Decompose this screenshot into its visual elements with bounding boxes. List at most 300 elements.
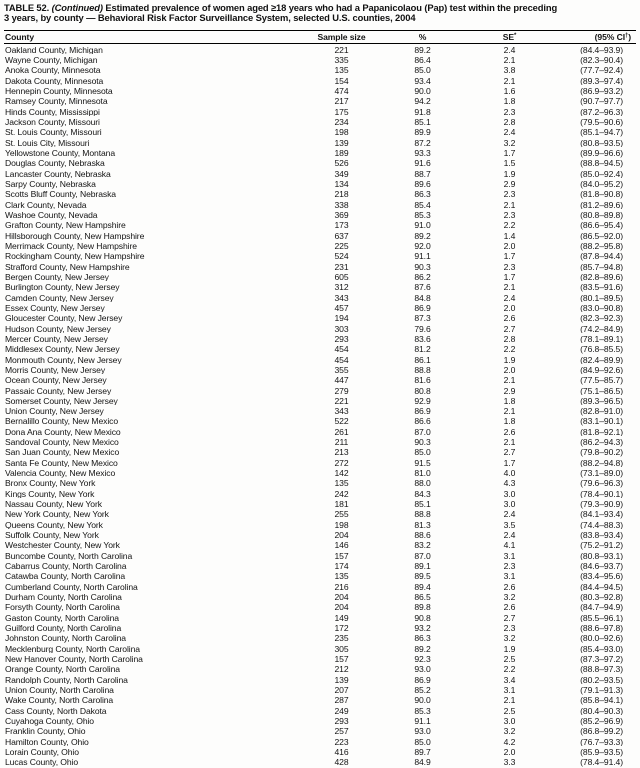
table-row [4, 117, 636, 127]
cell-percent: 85.3 [414, 706, 431, 716]
cell-sample-size: 369 [334, 210, 349, 220]
cell-se: 2.7 [503, 324, 516, 334]
cell-percent: 90.3 [414, 262, 431, 272]
cell-sample-size: 272 [334, 458, 349, 468]
cell-sample-size: 204 [334, 593, 349, 602]
cell-county: Valencia County, New Mexico [5, 469, 116, 478]
cell-percent: 86.6 [414, 417, 431, 427]
cell-ci: (79.1–91.3) [580, 686, 623, 695]
cell-county: Catawba County, North Carolina [5, 572, 126, 581]
cell-ci: (88.8–94.5) [580, 159, 623, 168]
table-row [4, 582, 636, 592]
cell-county: Bernalillo County, New Mexico [5, 417, 119, 427]
cell-sample-size: 231 [334, 262, 349, 272]
cell-se: 2.6 [503, 582, 516, 592]
table-row [4, 468, 636, 478]
cell-sample-size: 279 [334, 386, 349, 396]
table-row [4, 158, 636, 168]
table-title-number: TABLE 52. [4, 2, 52, 13]
cell-sample-size: 213 [334, 448, 349, 458]
table-row [4, 406, 636, 416]
cell-county: Guilford County, North Carolina [5, 624, 122, 633]
table-row [4, 220, 636, 230]
cell-se: 4.0 [503, 469, 516, 478]
cell-percent: 86.5 [414, 593, 431, 602]
table-title-text: Estimated prevalence of women aged ≥18 years who had a Papanicolaou (Pap) test within the preceding [102, 2, 558, 13]
table-row [4, 241, 636, 251]
cell-county: Wayne County, Michigan [5, 56, 98, 65]
cell-percent: 93.2 [414, 624, 431, 633]
table-row [4, 55, 636, 65]
cell-sample-size: 134 [334, 179, 349, 189]
cell-percent: 85.0 [414, 66, 431, 75]
cell-county: Lucas County, Ohio [5, 758, 79, 767]
cell-ci: (87.2–96.3) [580, 107, 623, 117]
cell-county: San Juan County, New Mexico [5, 448, 120, 458]
cell-ci: (85.1–94.7) [580, 128, 623, 137]
cell-ci: (84.0–95.2) [580, 179, 623, 189]
table-row [4, 644, 636, 654]
cell-sample-size: 454 [334, 345, 349, 354]
cell-sample-size: 343 [334, 407, 349, 416]
table-row [4, 427, 636, 437]
cell-percent: 88.8 [414, 365, 431, 375]
table-row [4, 138, 636, 148]
cell-county: Ocean County, New Jersey [5, 376, 107, 385]
table-row [4, 282, 636, 292]
cell-sample-size: 524 [334, 252, 349, 261]
cell-percent: 89.8 [414, 603, 431, 612]
cell-county: Johnston County, North Carolina [5, 634, 126, 643]
cell-se: 1.8 [503, 396, 516, 406]
cell-percent: 87.2 [414, 138, 431, 148]
cell-se: 2.2 [503, 665, 516, 674]
cell-ci: (80.1–89.5) [580, 293, 623, 303]
cell-ci: (83.8–93.4) [580, 531, 623, 540]
cell-sample-size: 146 [334, 541, 349, 551]
cell-percent: 86.9 [414, 303, 431, 313]
cell-sample-size: 305 [334, 644, 349, 654]
cell-ci: (79.3–90.9) [580, 500, 623, 509]
cell-county: Clark County, Nevada [5, 200, 87, 210]
cell-se: 2.2 [503, 221, 516, 230]
cell-sample-size: 149 [334, 613, 349, 623]
table-row [4, 561, 636, 571]
table-row [4, 665, 636, 675]
cell-sample-size: 157 [334, 655, 349, 664]
table-row [4, 45, 636, 55]
cell-county: Westchester County, New York [5, 541, 120, 551]
cell-se: 2.4 [503, 45, 516, 55]
cell-sample-size: 416 [334, 747, 349, 757]
cell-ci: (85.8–94.1) [580, 696, 623, 705]
cell-se: 2.0 [503, 747, 516, 757]
cell-ci: (85.9–93.5) [580, 747, 623, 757]
cell-county: Buncombe County, North Carolina [5, 551, 133, 561]
cell-ci: (76.7–93.3) [580, 737, 623, 747]
cell-se: 2.3 [503, 190, 516, 199]
cell-county: Grafton County, New Hampshire [5, 221, 126, 230]
table-row [4, 716, 636, 726]
table-row [4, 448, 636, 458]
table-row [4, 127, 636, 137]
cell-county: Durham County, North Carolina [5, 593, 122, 602]
cell-county: Hamilton County, Ohio [5, 737, 89, 747]
cell-ci: (84.6–93.7) [580, 562, 623, 571]
cell-county: Oakland County, Michigan [5, 45, 103, 55]
cell-county: Douglas County, Nebraska [5, 159, 105, 168]
table-row [4, 479, 636, 489]
table-row [4, 86, 636, 96]
cell-sample-size: 135 [334, 66, 349, 75]
cell-percent: 90.0 [414, 696, 431, 705]
cell-county: Passaic County, New Jersey [5, 386, 112, 396]
cell-se: 1.8 [503, 417, 516, 427]
cell-ci: (79.6–96.3) [580, 479, 623, 489]
cell-se: 2.0 [503, 365, 516, 375]
cell-percent: 89.1 [414, 562, 431, 571]
cell-se: 4.1 [503, 541, 516, 551]
cell-se: 2.2 [503, 345, 516, 354]
cell-county: Nassau County, New York [5, 500, 102, 509]
cell-sample-size: 454 [334, 355, 349, 365]
cell-percent: 92.3 [414, 655, 431, 664]
cell-county: Washoe County, Nevada [5, 210, 98, 220]
cell-se: 3.2 [503, 138, 516, 148]
cell-county: Dakota County, Minnesota [5, 76, 104, 86]
cell-county: Bergen County, New Jersey [5, 272, 109, 282]
cell-percent: 86.3 [414, 634, 431, 643]
cell-se: 2.9 [503, 386, 516, 396]
cell-sample-size: 293 [334, 717, 349, 726]
cell-percent: 85.0 [414, 448, 431, 458]
table-row [4, 499, 636, 509]
column-header-percent: % [418, 31, 427, 42]
cell-sample-size: 194 [334, 314, 349, 323]
table-row [4, 737, 636, 747]
cell-ci: (84.4–94.5) [580, 582, 623, 592]
cell-percent: 86.1 [414, 355, 431, 365]
cell-ci: (75.2–91.2) [580, 541, 623, 551]
cell-percent: 88.8 [414, 510, 431, 520]
cell-sample-size: 154 [334, 76, 349, 86]
cell-percent: 81.2 [414, 345, 431, 354]
cell-county: Burlington County, New Jersey [5, 283, 120, 292]
cell-ci: (89.3–97.4) [580, 76, 623, 86]
cell-county: Cass County, North Dakota [5, 706, 107, 716]
cell-se: 1.6 [503, 86, 516, 96]
table-row [4, 324, 636, 334]
cell-ci: (86.6–95.4) [580, 221, 623, 230]
cell-percent: 90.8 [414, 613, 431, 623]
cell-percent: 94.2 [414, 97, 431, 106]
cell-ci: (83.4–95.6) [580, 572, 623, 581]
cell-sample-size: 216 [334, 582, 349, 592]
table-row [4, 386, 636, 396]
cell-percent: 89.6 [414, 179, 431, 189]
cell-percent: 91.1 [414, 717, 431, 726]
cell-ci: (84.1–93.4) [580, 510, 623, 520]
cell-county: Suffolk County, New York [5, 531, 99, 540]
cell-county: Union County, North Carolina [5, 686, 114, 695]
table-row [4, 231, 636, 241]
cell-percent: 85.3 [414, 210, 431, 220]
cell-percent: 85.1 [414, 117, 431, 127]
cell-ci: (82.8–89.6) [580, 272, 623, 282]
cell-county: Cuyahoga County, Ohio [5, 717, 94, 726]
cell-percent: 86.4 [414, 56, 431, 65]
cell-sample-size: 526 [334, 159, 349, 168]
cell-county: Anoka County, Minnesota [5, 66, 101, 75]
cell-ci: (80.8–89.8) [580, 210, 623, 220]
cell-percent: 89.9 [414, 128, 431, 137]
cell-sample-size: 637 [334, 231, 349, 241]
table-row [4, 189, 636, 199]
cell-county: Hillsborough County, New Hampshire [5, 231, 145, 241]
table-row [4, 293, 636, 303]
cell-ci: (77.5–85.7) [580, 376, 623, 385]
cell-percent: 85.1 [414, 500, 431, 509]
cell-percent: 89.4 [414, 582, 431, 592]
cell-county: Mecklenburg County, North Carolina [5, 644, 140, 654]
cell-percent: 91.1 [414, 252, 431, 261]
cell-ci: (87.3–97.2) [580, 655, 623, 664]
table-row [4, 303, 636, 313]
cell-sample-size: 221 [334, 45, 349, 55]
cell-se: 2.9 [503, 179, 516, 189]
cell-sample-size: 303 [334, 324, 349, 334]
cell-county: Randolph County, North Carolina [5, 675, 128, 685]
cell-se: 2.6 [503, 427, 516, 437]
table-row [4, 262, 636, 272]
cell-county: Wake County, North Carolina [5, 696, 114, 705]
cell-sample-size: 234 [334, 117, 349, 127]
table-row [4, 334, 636, 344]
cell-ci: (86.9–93.2) [580, 86, 623, 96]
cell-county: Cumberland County, North Carolina [5, 582, 138, 592]
table-row [4, 603, 636, 613]
cell-sample-size: 174 [334, 562, 349, 571]
column-header-se: SE* [502, 31, 517, 42]
cell-ci: (83.5–91.6) [580, 283, 623, 292]
cell-ci: (85.4–93.0) [580, 644, 623, 654]
cell-se: 2.4 [503, 128, 516, 137]
cell-ci: (85.5–96.1) [580, 613, 623, 623]
cell-se: 3.5 [503, 520, 516, 530]
table-body [4, 44, 636, 768]
cell-se: 1.7 [503, 252, 516, 261]
cell-ci: (90.7–97.7) [580, 97, 623, 106]
cell-se: 2.4 [503, 531, 516, 540]
cell-ci: (88.2–94.8) [580, 458, 623, 468]
cell-percent: 84.3 [414, 489, 431, 499]
cell-sample-size: 355 [334, 365, 349, 375]
cell-ci: (80.4–90.3) [580, 706, 623, 716]
cell-county: Camden County, New Jersey [5, 293, 114, 303]
cell-se: 2.7 [503, 448, 516, 458]
table-row [4, 313, 636, 323]
cell-sample-size: 198 [334, 128, 349, 137]
cell-se: 2.1 [503, 438, 516, 447]
cell-sample-size: 221 [334, 396, 349, 406]
cell-se: 4.2 [503, 737, 516, 747]
column-header-county: County [5, 31, 34, 42]
cell-percent: 87.0 [414, 427, 431, 437]
data-table [4, 30, 636, 768]
cell-percent: 92.0 [414, 241, 431, 251]
cell-se: 2.6 [503, 603, 516, 612]
cell-se: 2.1 [503, 696, 516, 705]
cell-se: 1.9 [503, 169, 516, 179]
cell-county: Mercer County, New Jersey [5, 334, 108, 344]
cell-percent: 89.2 [414, 644, 431, 654]
cell-county: Kings County, New York [5, 489, 95, 499]
cell-county: Sandoval County, New Mexico [5, 438, 119, 447]
cell-sample-size: 605 [334, 272, 349, 282]
cell-county: Hinds County, Mississippi [5, 107, 100, 117]
cell-percent: 86.3 [414, 190, 431, 199]
cell-se: 2.5 [503, 706, 516, 716]
cell-sample-size: 235 [334, 634, 349, 643]
cell-sample-size: 173 [334, 221, 349, 230]
table-row [4, 654, 636, 664]
cell-percent: 89.2 [414, 231, 431, 241]
table-row [4, 375, 636, 385]
cell-ci: (80.8–93.1) [580, 551, 623, 561]
cell-se: 2.1 [503, 200, 516, 210]
cell-ci: (73.1–89.0) [580, 469, 623, 478]
cell-ci: (84.4–93.9) [580, 45, 623, 55]
cell-sample-size: 225 [334, 241, 349, 251]
cell-ci: (87.8–94.4) [580, 252, 623, 261]
cell-se: 2.8 [503, 117, 516, 127]
cell-se: 2.0 [503, 241, 516, 251]
cell-percent: 86.9 [414, 675, 431, 685]
cell-sample-size: 474 [334, 86, 349, 96]
table-row [4, 520, 636, 530]
cell-county: Lorain County, Ohio [5, 747, 79, 757]
cell-county: Santa Fe County, New Mexico [5, 458, 118, 468]
cell-percent: 84.9 [414, 758, 431, 767]
cell-sample-size: 218 [334, 190, 349, 199]
cell-county: Lancaster County, Nebraska [5, 169, 111, 179]
cell-sample-size: 335 [334, 56, 349, 65]
table-row [4, 572, 636, 582]
cell-se: 3.1 [503, 551, 516, 561]
cell-se: 2.1 [503, 376, 516, 385]
table-row [4, 706, 636, 716]
table-row [4, 685, 636, 695]
cell-ci: (89.3–96.5) [580, 396, 623, 406]
cell-ci: (85.2–96.9) [580, 717, 623, 726]
cell-percent: 85.0 [414, 737, 431, 747]
cell-sample-size: 135 [334, 572, 349, 581]
cell-sample-size: 181 [334, 500, 349, 509]
cell-se: 1.7 [503, 148, 516, 158]
cell-county: New York County, New York [5, 510, 109, 520]
cell-ci: (85.7–94.8) [580, 262, 623, 272]
cell-sample-size: 217 [334, 97, 349, 106]
cell-se: 3.2 [503, 727, 516, 736]
cell-county: New Hanover County, North Carolina [5, 655, 143, 664]
cell-ci: (77.7–92.4) [580, 66, 623, 75]
cell-ci: (88.2–95.8) [580, 241, 623, 251]
cell-percent: 83.2 [414, 541, 431, 551]
cell-sample-size: 172 [334, 624, 349, 633]
cell-county: Monmouth County, New Jersey [5, 355, 122, 365]
cell-ci: (85.0–92.4) [580, 169, 623, 179]
cell-percent: 91.0 [414, 221, 431, 230]
table-row [4, 148, 636, 158]
cell-county: Yellowstone County, Montana [5, 148, 116, 158]
cell-ci: (74.4–88.3) [580, 520, 623, 530]
cell-county: Morris County, New Jersey [5, 365, 106, 375]
cell-sample-size: 312 [334, 283, 349, 292]
cell-se: 3.0 [503, 717, 516, 726]
cell-county: Cabarrus County, North Carolina [5, 562, 127, 571]
cell-percent: 92.9 [414, 396, 431, 406]
table-row [4, 169, 636, 179]
cell-county: Bronx County, New York [5, 479, 96, 489]
cell-se: 2.3 [503, 107, 516, 117]
cell-percent: 79.6 [414, 324, 431, 334]
cell-county: Essex County, New Jersey [5, 303, 105, 313]
cell-ci: (83.0–90.8) [580, 303, 623, 313]
cell-se: 2.4 [503, 510, 516, 520]
table-row [4, 726, 636, 736]
table-row [4, 675, 636, 685]
cell-se: 2.7 [503, 613, 516, 623]
cell-ci: (80.2–93.5) [580, 675, 623, 685]
cell-sample-size: 198 [334, 520, 349, 530]
cell-ci: (82.4–89.9) [580, 355, 623, 365]
cell-ci: (86.8–99.2) [580, 727, 623, 736]
cell-ci: (86.2–94.3) [580, 438, 623, 447]
cell-sample-size: 139 [334, 675, 349, 685]
table-row [4, 76, 636, 86]
cell-county: Sarpy County, Nebraska [5, 179, 96, 189]
cell-county: Forsyth County, North Carolina [5, 603, 120, 612]
cell-ci: (82.3–90.4) [580, 56, 623, 65]
cell-sample-size: 204 [334, 531, 349, 540]
cell-county: Union County, New Jersey [5, 407, 104, 416]
cell-sample-size: 204 [334, 603, 349, 612]
cell-sample-size: 242 [334, 489, 349, 499]
cell-se: 3.1 [503, 572, 516, 581]
cell-ci: (79.8–90.2) [580, 448, 623, 458]
cell-sample-size: 157 [334, 551, 349, 561]
cell-county: Gaston County, North Carolina [5, 613, 119, 623]
cell-county: Hudson County, New Jersey [5, 324, 111, 334]
table-row [4, 417, 636, 427]
cell-se: 2.4 [503, 293, 516, 303]
cell-ci: (78.4–91.4) [580, 758, 623, 767]
cell-county: Somerset County, New Jersey [5, 396, 118, 406]
table-header-row [4, 30, 636, 44]
cell-county: Ramsey County, Minnesota [5, 97, 108, 106]
cell-percent: 91.6 [414, 159, 431, 168]
cell-sample-size: 139 [334, 138, 349, 148]
cell-county: Gloucester County, New Jersey [5, 314, 123, 323]
cell-ci: (81.8–90.8) [580, 190, 623, 199]
table-row [4, 365, 636, 375]
cell-county: St. Louis City, Missouri [5, 138, 90, 148]
cell-se: 1.7 [503, 272, 516, 282]
cell-percent: 87.3 [414, 314, 431, 323]
cell-ci: (75.1–86.5) [580, 386, 623, 396]
cell-ci: (81.8–92.1) [580, 427, 623, 437]
cell-ci: (84.9–92.6) [580, 365, 623, 375]
